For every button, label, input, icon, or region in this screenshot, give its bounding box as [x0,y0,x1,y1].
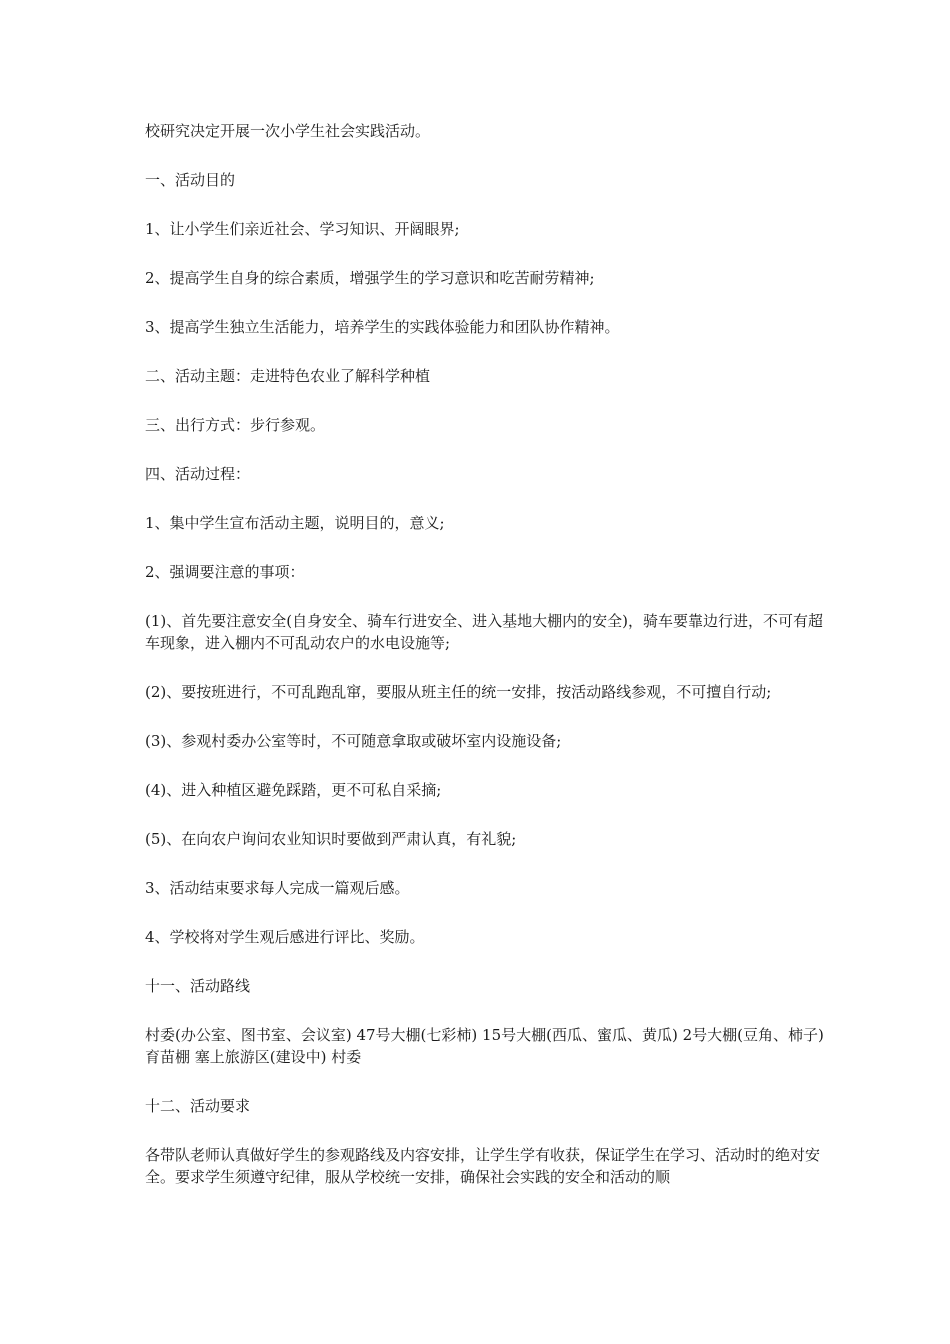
section-heading-theme: 二、活动主题：走进特色农业了解科学种植 [145,367,431,385]
process-item-3: 3、活动结束要求每人完成一篇观后感。 [145,879,410,897]
purpose-item-1: 1、让小学生们亲近社会、学习知识、开阔眼界; [145,220,460,238]
process-item-4: 4、学校将对学生观后感进行评比、奖励。 [145,928,425,946]
section-heading-requirements: 十二、活动要求 [145,1097,251,1115]
route-paragraph: 村委(办公室、图书室、会议室) 47号大棚(七彩柿) 15号大棚(西瓜、蜜瓜、黄瓜) 2号大棚(豆角、柿子) 育苗棚 塞上旅游区(建设中) 村委 [145,1026,824,1066]
section-heading-process: 四、活动过程： [145,465,251,483]
requirements-paragraph: 各带队老师认真做好学生的参观路线及内容安排，让学生学有收获，保证学生在学习、活动时的绝对安全。要求学生须遵守纪律，服从学校统一安排，确保社会实践的安全和活动的顺 [145,1146,821,1186]
notice-item-4: (4)、进入种植区避免踩踏，更不可私自采摘; [145,781,442,799]
section-heading-purpose: 一、活动目的 [145,171,236,189]
notice-item-5: (5)、在向农户询问农业知识时要做到严肃认真，有礼貌; [145,830,517,848]
process-item-1: 1、集中学生宣布活动主题，说明目的，意义; [145,514,445,532]
section-heading-travel: 三、出行方式：步行参观。 [145,416,326,434]
notice-item-1: (1)、首先要注意安全(自身安全、骑车行进安全、进入基地大棚内的安全)，骑车要靠边行进，不可有超车现象，进入棚内不可乱动农户的水电设施等; [145,612,823,652]
document-body [145,120,825,1215]
notice-item-3: (3)、参观村委办公室等时，不可随意拿取或破坏室内设施设备; [145,732,562,750]
process-item-2: 2、强调要注意的事项： [145,563,305,581]
section-heading-route: 十一、活动路线 [145,977,251,995]
intro-paragraph: 校研究决定开展一次小学生社会实践活动。 [145,122,431,140]
purpose-item-2: 2、提高学生自身的综合素质，增强学生的学习意识和吃苦耐劳精神; [145,269,595,287]
purpose-item-3: 3、提高学生独立生活能力，培养学生的实践体验能力和团队协作精神。 [145,318,620,336]
notice-item-2: (2)、要按班进行，不可乱跑乱窜，要服从班主任的统一安排，按活动路线参观，不可擅自行动; [145,683,772,701]
